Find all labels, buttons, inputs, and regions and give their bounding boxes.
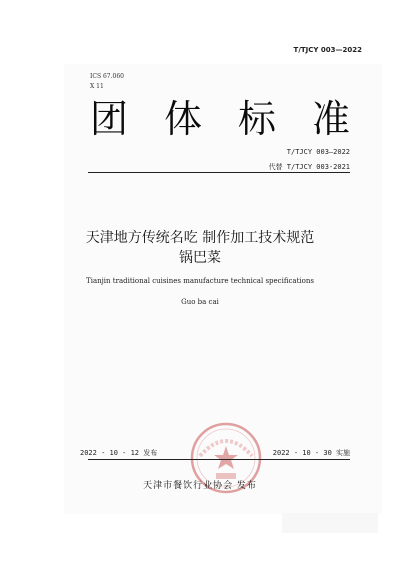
top-divider [88,172,350,173]
replaces-standard: 代替 T/TJCY 003-2021 [268,163,350,171]
title-char: 准 [311,97,350,141]
ics-code: ICS 67.060 [90,73,124,80]
ccs-code: X 11 [90,83,104,90]
standard-number: T/TJCY 003—2022 [286,148,350,156]
publisher-line: 天津市餐饮行业协会 发布 [143,481,257,491]
title-char: 团 [90,97,129,141]
page-header-code: T/TJCY 003—2022 [293,46,362,54]
chinese-subtitle: 锅巴菜 [179,250,221,266]
document-type-title [90,95,350,143]
bottom-divider [88,459,350,460]
scan-shade [282,513,378,533]
issue-date: 2022 - 10 - 12 发布 [80,449,158,457]
title-char: 体 [163,97,202,141]
english-subtitle: Guo ba cai [181,298,219,306]
english-title: Tianjin traditional cuisines manufacture technical specifications [86,277,314,285]
implementation-date: 2022 - 10 - 30 实施 [272,449,350,457]
title-char: 标 [237,97,276,141]
chinese-title: 天津地方传统名吃 制作加工技术规范 [85,230,315,246]
